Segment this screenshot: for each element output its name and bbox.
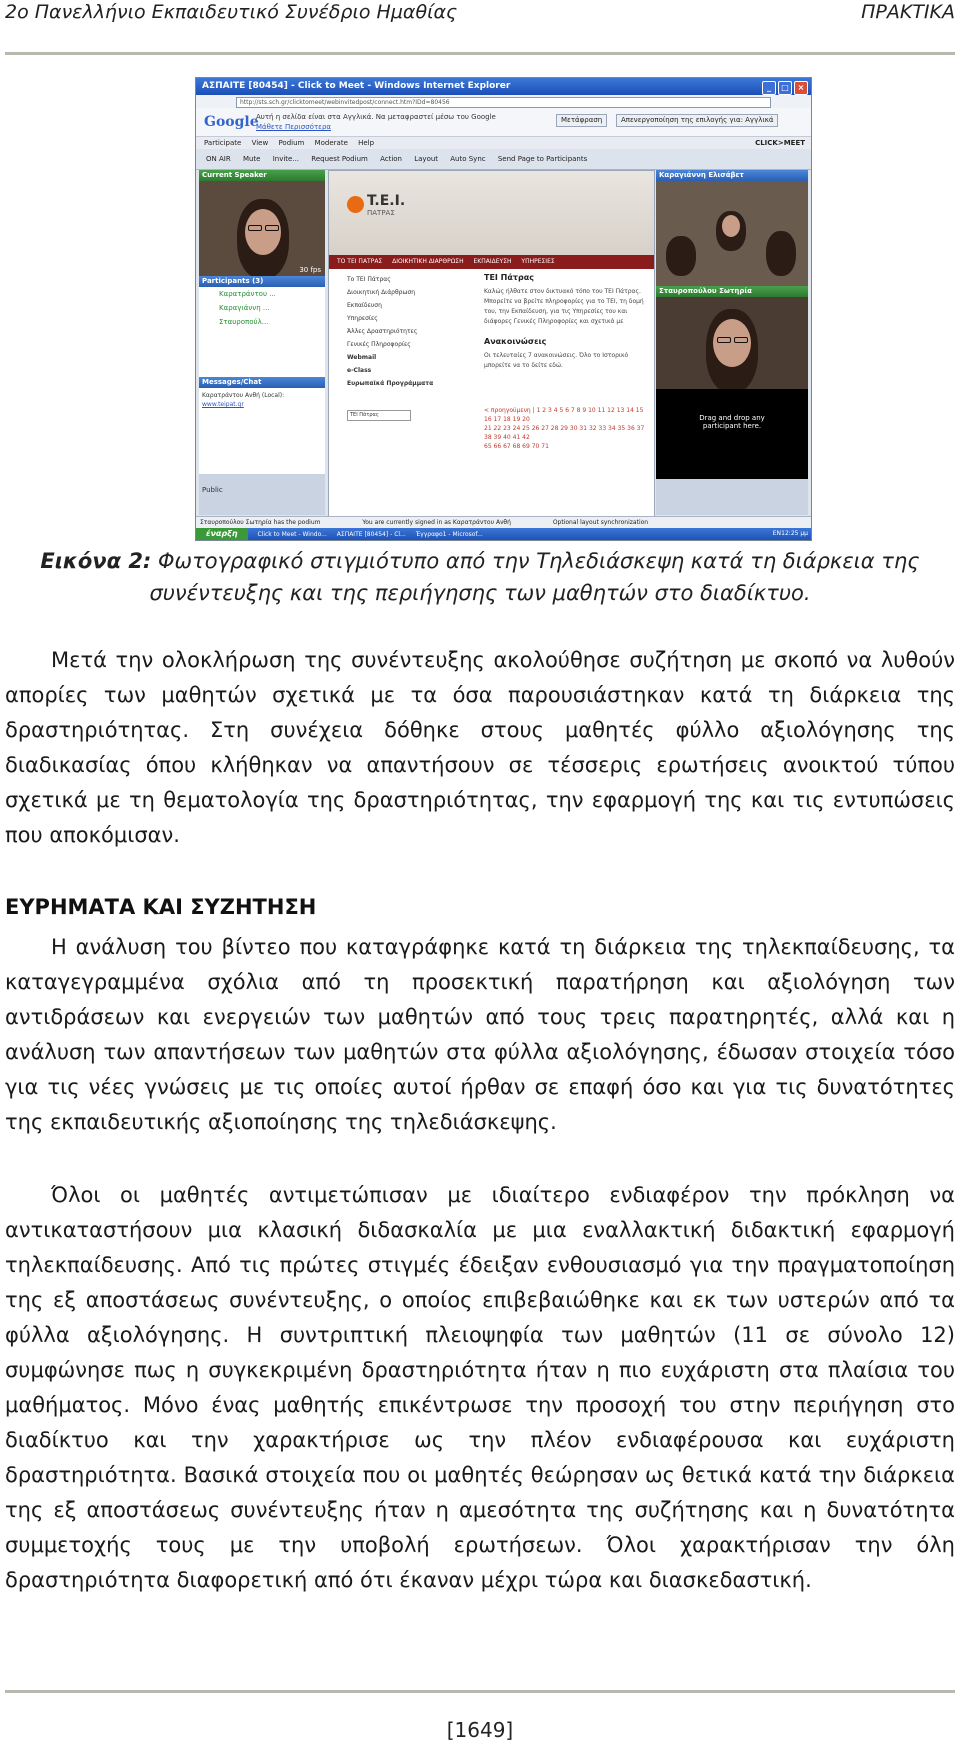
paragraph-3: Όλοι οι μαθητές αντιμετώπισαν με ιδιαίτερο ενδιαφέρον την πρόκληση να αντικαταστήσουν μια κλασική διδασκαλία με μια εναλλακτική διδακτική εφαρμογή τηλεκπαίδευσης. Από τις πρώτες στιγμές έδειξαν ενθουσιασμό για την πραγματοποίηση της εξ αποστάσεως συνέντευξης, ο οποίος επιβεβαιώθηκε και εκ των υστερών από τα φύλλα αξιολόγησης. Η συντριπτική πλειοψηφία των μαθητών (11 σε σύνολο 12) συμφώνησε πως η συγκεκριμένη δραστηριότητα ήταν η πιο ευχάριστη στα πλαίσια του μαθήματος. Μόνο ένας μαθητής επικέντρωσε την προσοχή του στην περιήγηση στο διαδίκτυο και την χαρακτήρισε ως την πλέον ενδιαφέρουσα και ευχάριστη δραστηριότητα. Βασικά στοιχεία που οι μαθητές θεώρησαν ως θετικά κατά την διάρκεια της εξ αποστάσεως συνέντευξης ήταν η αμεσότητα της συζήτησης και η δυνατότητα συμμετοχής τους με την υποβολή ερωτήσεων. Όλοι χαρακτήρισαν την όλη δραστηριότητα διαφορετική από ότι έκαναν μέχρι τώρα και διασκεδαστική. (5, 1183, 955, 1592)
participant-1: Καρατράντου ... (219, 290, 276, 298)
participant-3: Σταυροπούλ... (219, 318, 269, 326)
cam-1-person-3 (766, 231, 796, 276)
messages-header: Messages/Chat (199, 377, 325, 388)
main-title: ΤΕΙ Πάτρας (484, 273, 534, 282)
glasses-left (248, 225, 262, 231)
nav-2: ΔΙΟΙΚΗΤΙΚΗ ΔΙΑΡΘΡΩΣΗ (392, 258, 464, 265)
tei-name (367, 193, 405, 217)
link-3: Εκπαίδευση (347, 302, 382, 309)
menu-podium: Podium (278, 139, 305, 147)
windows-taskbar (196, 528, 811, 540)
click-meet-brand: CLICK>MEET (755, 139, 805, 147)
cam-1-face (722, 215, 740, 237)
task-1: Click to Meet - Windo... (257, 531, 327, 538)
news-pager (484, 406, 649, 451)
link-1: Το ΤΕΙ Πάτρας (347, 276, 391, 283)
running-header (0, 0, 960, 26)
google-logo: Google (204, 114, 259, 130)
tei-banner (329, 171, 654, 255)
ie-address: http://sts.sch.gr/clicktomeet/webinvitedpost/connect.htm?IDd=80456 (236, 97, 771, 108)
chat-public-label: Public (202, 486, 223, 494)
fps-label: 30 fps (299, 266, 321, 274)
news-title: Ανακοινώσεις (484, 337, 547, 346)
nav-3: ΕΚΠΑΙΔΕΥΣΗ (473, 258, 512, 265)
glasses-right (265, 225, 279, 231)
page-number: [1649] (446, 1718, 514, 1742)
participants-list (199, 287, 325, 377)
menu-moderate: Moderate (314, 139, 348, 147)
chat-line-1: Καρατράντου Ανθή (Local): (202, 392, 285, 399)
left-panel (199, 170, 325, 515)
tool-request-podium: Request Podium (311, 155, 368, 163)
pager-1: < προηγούμενη | 1 2 3 4 5 6 7 8 9 10 11 12 13 14 15 16 17 18 19 20 (484, 407, 644, 423)
tool-send-page: Send Page to Participants (497, 155, 588, 163)
paragraph-1: Μετά την ολοκλήρωση της συνέντευξης ακολούθησε συζήτηση με σκοπό να λυθούν απορίες των μαθητών σχετικά με τα όσα παρουσιάστηκαν κατά τη διάρκεια της δραστηριότητας. Στη συνέχεια δόθηκε στους μαθητές φύλλο αξιολόγησης της διαδικασίας όπου κλήθηκαν να απαντήσουν σε τέσσερις ερωτήσεις ανοικτού τύπου σχετικά με τη θεματολογία της δραστηριότητας, την εφαρμογή της και τις εντυπώσεις που αποκόμισαν. (5, 648, 955, 847)
figure-caption (0, 545, 960, 609)
speaker-video (199, 181, 325, 276)
face-shape (245, 209, 281, 255)
tei-side-links (347, 273, 477, 421)
tray-clock: 12:25 μμ (781, 530, 808, 537)
cam-2-header: Σταυροπούλου Σωτηρία (656, 286, 808, 297)
cam-2-glasses-l (717, 337, 731, 343)
task-2: ΑΣΠΑΙΤΕ [80454] - Cl... (336, 531, 406, 538)
header-rule (5, 52, 955, 55)
dnd-line-1: Drag and drop any (699, 414, 765, 422)
tei-name-text: T.E.I. (367, 193, 406, 209)
status-signed-in: You are currently signed in as Καρατράντου Ανθή (362, 519, 511, 526)
tei-nav (329, 255, 654, 269)
footer-rule (5, 1690, 955, 1693)
link-6: Γενικές Πληροφορίες (347, 341, 411, 348)
tool-invite: Invite... (272, 155, 300, 163)
participant-2: Καραγιάννη ... (219, 304, 270, 312)
menu-view: View (251, 139, 269, 147)
tei-logo-icon (347, 196, 364, 213)
tool-mute: Mute (242, 155, 261, 163)
google-translate-text (256, 112, 496, 132)
drag-drop-area (656, 389, 808, 479)
tei-main-text (484, 273, 649, 371)
header-proceedings: ΠΡΑΚΤΙΚΑ (861, 1, 955, 23)
ie-titlebar (196, 78, 811, 95)
menu-help: Help (358, 139, 375, 147)
cam-2-face (713, 319, 751, 367)
caption-label: Εικόνα 2: (40, 549, 152, 573)
tool-on-air: ON AIR (206, 155, 231, 163)
pager-3: 65 66 67 68 69 70 71 (484, 443, 549, 450)
tool-layout: Layout (414, 155, 439, 163)
paragraph-2: Η ανάλυση του βίντεο που καταγράφηκε κατά τη διάρκεια της τηλεκπαίδευσης, τα καταγεγραμμένα σχόλια από τη προσεκτική παρατήρηση και αξιολόγηση των αντιδράσεων και ενεργειών των μαθητών από τους τρεις παρατηρητές, αλλά και η ανάλυση των απαντήσεων των μαθητών στα φύλλα αξιολόγησης, έδωσαν στοιχεία τόσο για τις νέες γνώσεις με τις οποίες αυτοί ήρθαν σε επαφή όσο και για τις δυνατότητες της εκπαιδευτικής αξιοποίησης της τηλεδιάσκεψης. (5, 935, 955, 1134)
disable-translate-button: Απενεργοποίηση της επιλογής για: Αγγλικά (616, 114, 778, 127)
start-button: έναρξη (196, 528, 248, 540)
link-webmail: Webmail (347, 354, 377, 361)
header-conference: 2ο Πανελλήνιο Εκπαιδευτικό Συνέδριο Ημαθίας (5, 1, 458, 23)
cam-2-video (656, 297, 808, 389)
pager-2: 21 22 23 24 25 26 27 28 29 30 31 32 33 34 35 36 37 38 39 40 41 42 (484, 425, 645, 441)
cam-1-video (656, 181, 808, 286)
nav-4: ΥΠΗΡΕΣΙΕΣ (521, 258, 555, 265)
link-eclass: e-Class (347, 367, 372, 374)
chat-line-2: www.teipat.gr (202, 401, 244, 408)
shared-browser (328, 170, 655, 517)
status-podium: Σταυροπούλου Σωτηρία has the podium (200, 519, 321, 526)
link-5: Άλλες Δραστηριότητες (347, 328, 418, 335)
current-speaker-header: Current Speaker (199, 170, 325, 181)
ie-address-bar (196, 95, 811, 108)
google-translate-bar (196, 108, 811, 137)
search-select: ΤΕΙ Πάτρας (347, 410, 411, 421)
translate-button: Μετάφραση (556, 114, 607, 127)
app-menu (196, 137, 811, 149)
main-text: Καλώς ήλθατε στον δικτυακό τόπο του ΤΕΙ Πάτρας. Μπορείτε να βρείτε πληροφορίες για το ΤΕΙ, τη δομή του, την Εκπαίδευση, για τις Υπηρεσίες του και διάφορες Γενικές Πληροφορίες και σχετικά με (484, 288, 644, 325)
tool-auto-sync: Auto Sync (450, 155, 486, 163)
menu-participate: Participate (204, 139, 242, 147)
participants-header: Participants (3) (199, 276, 325, 287)
close-icon: × (794, 81, 808, 95)
cam-1-person-2 (666, 236, 696, 276)
figure-screenshot (195, 77, 812, 541)
tei-city: ΠΑΤΡΑΣ (367, 209, 395, 217)
caption-text: Φωτογραφικό στιγμιότυπο από την Τηλεδιάσκεψη κατά τη διάρκεια της συνέντευξης και της περιήγησης των μαθητών στο διαδίκτυο. (149, 549, 920, 605)
link-2: Διοικητική Διάρθρωση (347, 289, 416, 296)
section-heading: ΕΥΡΗΜΑΤΑ ΚΑΙ ΣΥΖΗΤΗΣΗ (5, 895, 317, 919)
maximize-icon: □ (778, 81, 792, 95)
google-text-2: Μάθετε Περισσότερα (256, 123, 332, 131)
link-eu-programs: Ευρωπαϊκά Προγράμματα (347, 380, 434, 387)
chat-box (199, 388, 325, 494)
app-toolbar (196, 149, 811, 170)
nav-1: ΤΟ ΤΕΙ ΠΑΤΡΑΣ (337, 258, 383, 265)
cam-1-header: Καραγιάννη Ελισάβετ (656, 170, 808, 181)
minimize-icon: _ (762, 81, 776, 95)
link-4: Υπηρεσίες (347, 315, 378, 322)
tool-action: Action (380, 155, 402, 163)
cam-2-glasses-r (734, 337, 748, 343)
tray-lang: EN (772, 530, 781, 537)
status-sync: Optional layout synchronization (552, 519, 649, 526)
dnd-line-2: participant here. (702, 422, 762, 430)
right-panel (656, 170, 808, 515)
ie-window-title: ΑΣΠΑΙΤΕ [80454] - Click to Meet - Windows Internet Explorer (202, 81, 511, 91)
task-3: Έγγραφο1 - Microsof... (415, 531, 483, 538)
news-text: Οι τελευταίες 7 ανακοινώσεις. Όλο το Ιστορικό μπορείτε να το δείτε εδώ. (484, 352, 629, 369)
google-text-1: Αυτή η σελίδα είναι στα Αγγλικά. Να μεταφραστεί μέσω του Google (256, 113, 496, 121)
